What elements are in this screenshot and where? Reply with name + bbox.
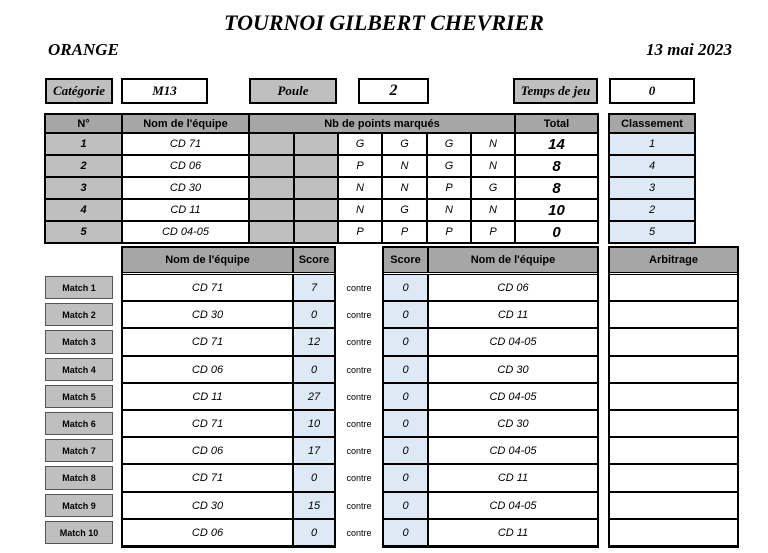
match-label: Match 3 (45, 330, 113, 354)
match-score-left: 12 (293, 328, 335, 356)
match-label: Match 9 (45, 494, 113, 517)
team-rank: 5 (609, 221, 695, 243)
match-score-left: 17 (293, 437, 335, 464)
match-label: Match 1 (45, 276, 113, 299)
team-number: 2 (45, 155, 122, 177)
match-team-right: CD 04-05 (428, 437, 598, 464)
match-team-right: CD 04-05 (428, 328, 598, 356)
result-cell: P (427, 221, 471, 243)
result-cell: G (427, 155, 471, 177)
contre-label: contre (346, 418, 372, 429)
match-score-left: 0 (293, 301, 335, 328)
match-label: Match 5 (45, 385, 113, 408)
result-cell: G (338, 133, 382, 155)
team-name: CD 06 (122, 155, 249, 177)
result-cell: G (382, 133, 427, 155)
header-points: Nb de points marqués (249, 114, 515, 133)
header-nom-equipe-left: Nom de l'équipe (122, 247, 293, 273)
contre-label: contre (346, 337, 372, 347)
match-score-left: 15 (293, 492, 335, 519)
header-score-left: Score (293, 247, 335, 273)
team-name: CD 04-05 (122, 221, 249, 243)
match-team-right: CD 11 (428, 519, 598, 546)
contre-label: contre (346, 527, 372, 538)
result-cell: N (338, 177, 382, 199)
poule-value: 2 (358, 78, 429, 104)
result-cell: N (382, 177, 427, 199)
team-name: CD 71 (122, 133, 249, 155)
result-cell: P (427, 177, 471, 199)
match-score-left: 0 (293, 519, 335, 546)
poule-label: Poule (249, 78, 337, 104)
match-score-right: 0 (383, 274, 428, 301)
team-number: 1 (45, 133, 122, 155)
match-team-right: CD 30 (428, 356, 598, 383)
result-cell: P (338, 221, 382, 243)
match-label: Match 8 (45, 466, 113, 490)
team-total: 14 (515, 133, 598, 155)
match-label: Match 4 (45, 358, 113, 381)
team-total: 8 (515, 177, 598, 199)
header-n: N° (45, 114, 122, 133)
contre-label: contre (346, 500, 372, 511)
match-score-left: 0 (293, 356, 335, 383)
right-team-frame (382, 246, 599, 548)
match-team-left: CD 06 (122, 437, 293, 464)
team-rank: 2 (609, 199, 695, 221)
team-number: 3 (45, 177, 122, 199)
left-team-frame (121, 246, 336, 548)
match-team-left: CD 11 (122, 383, 293, 410)
result-cell: P (471, 221, 515, 243)
contre-label: contre (346, 309, 372, 320)
temps-value: 0 (609, 78, 695, 104)
match-score-right: 0 (383, 356, 428, 383)
match-team-left: CD 71 (122, 328, 293, 356)
contre-label: contre (346, 445, 372, 456)
header-nom-equipe-right: Nom de l'équipe (428, 247, 598, 273)
team-rank: 4 (609, 155, 695, 177)
header-arbitrage: Arbitrage (609, 247, 738, 273)
classement-frame (608, 113, 696, 244)
match-team-right: CD 11 (428, 464, 598, 492)
match-score-left: 7 (293, 274, 335, 301)
contre-label: contre (346, 282, 372, 293)
team-rank: 3 (609, 177, 695, 199)
match-team-right: CD 04-05 (428, 492, 598, 519)
match-score-right: 0 (383, 410, 428, 437)
match-label: Match 10 (45, 521, 113, 544)
match-team-left: CD 71 (122, 410, 293, 437)
match-score-left: 10 (293, 410, 335, 437)
match-label: Match 2 (45, 303, 113, 326)
match-score-right: 0 (383, 437, 428, 464)
team-total: 0 (515, 221, 598, 243)
match-team-right: CD 30 (428, 410, 598, 437)
match-score-right: 0 (383, 492, 428, 519)
team-rank: 1 (609, 133, 695, 155)
result-cell: N (338, 199, 382, 221)
match-score-left: 0 (293, 464, 335, 492)
match-team-left: CD 71 (122, 464, 293, 492)
arbitrage-frame (608, 246, 739, 548)
result-cell: G (382, 199, 427, 221)
contre-label: contre (346, 364, 372, 375)
contre-label: contre (346, 391, 372, 402)
match-team-left: CD 30 (122, 301, 293, 328)
page-title: TOURNOI GILBERT CHEVRIER (224, 10, 544, 35)
match-score-left: 27 (293, 383, 335, 410)
team-name: CD 11 (122, 199, 249, 221)
match-score-right: 0 (383, 328, 428, 356)
match-team-right: CD 06 (428, 274, 598, 301)
match-label: Match 6 (45, 412, 113, 435)
standings-frame (44, 113, 599, 244)
match-team-left: CD 06 (122, 519, 293, 546)
result-cell: N (471, 155, 515, 177)
date-label: 13 mai 2023 (646, 40, 732, 59)
team-number: 4 (45, 199, 122, 221)
header-total: Total (515, 114, 598, 133)
city-label: ORANGE (48, 40, 119, 59)
categorie-value: M13 (121, 78, 208, 104)
result-cell: N (382, 155, 427, 177)
match-team-left: CD 30 (122, 492, 293, 519)
temps-label: Temps de jeu (513, 78, 598, 104)
result-cell: G (427, 133, 471, 155)
match-team-right: CD 04-05 (428, 383, 598, 410)
header-score-right: Score (383, 247, 428, 273)
contre-label: contre (346, 473, 372, 483)
match-team-left: CD 06 (122, 356, 293, 383)
match-team-right: CD 11 (428, 301, 598, 328)
team-name: CD 30 (122, 177, 249, 199)
result-cell: N (471, 199, 515, 221)
result-cell: N (471, 133, 515, 155)
header-classement: Classement (609, 114, 695, 133)
result-cell: P (338, 155, 382, 177)
match-score-right: 0 (383, 383, 428, 410)
team-number: 5 (45, 221, 122, 243)
match-score-right: 0 (383, 464, 428, 492)
header-nom-equipe: Nom de l'équipe (122, 114, 249, 133)
team-total: 10 (515, 199, 598, 221)
match-score-right: 0 (383, 519, 428, 546)
result-cell: G (471, 177, 515, 199)
categorie-label: Catégorie (45, 78, 113, 104)
team-total: 8 (515, 155, 598, 177)
result-cell: N (427, 199, 471, 221)
match-team-left: CD 71 (122, 274, 293, 301)
match-label: Match 7 (45, 439, 113, 462)
result-cell: P (382, 221, 427, 243)
match-score-right: 0 (383, 301, 428, 328)
